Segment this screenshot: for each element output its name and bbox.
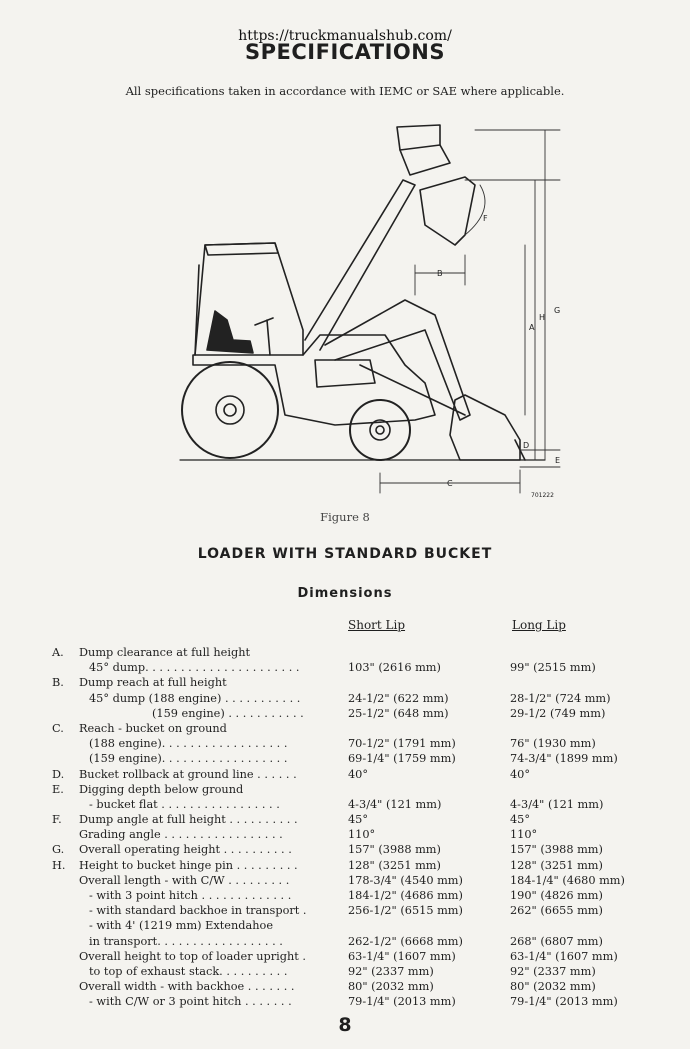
spec-label: Grading angle . . . . . . . . . . . . . . . . .: [79, 828, 283, 842]
spec-short-lip: 110°: [348, 828, 376, 842]
dim-label-e: E: [555, 456, 561, 465]
dim-label-f: F: [483, 214, 488, 223]
spec-letter: B.: [52, 676, 64, 690]
spec-label: Dump reach at full height: [79, 676, 227, 690]
spec-letter: E.: [52, 782, 64, 796]
part-number: 701222: [531, 492, 554, 499]
dim-label-a: A: [529, 323, 535, 332]
spec-label: - with standard backhoe in transport .: [89, 904, 307, 918]
spec-letter: H.: [52, 858, 66, 872]
spec-row: [0, 797, 690, 812]
spec-long-lip: 4-3/4" (121 mm): [510, 797, 604, 811]
rear-wheel: [182, 362, 278, 458]
operator-seat: [207, 311, 253, 353]
spec-short-lip: 92" (2337 mm): [348, 964, 434, 978]
spec-short-lip: 128" (3251 mm): [348, 858, 441, 872]
spec-label: Dump angle at full height . . . . . . . . . .: [79, 813, 298, 827]
spec-label: - with C/W or 3 point hitch . . . . . . .: [89, 995, 292, 1009]
spec-short-lip: 256-1/2" (6515 mm): [348, 904, 463, 918]
figure-caption: Figure 8: [320, 510, 370, 524]
dim-label-g: G: [554, 306, 561, 315]
spec-table: [0, 645, 690, 1010]
spec-row: [0, 827, 690, 842]
spec-short-lip: 40°: [348, 767, 369, 781]
spec-long-lip: 40°: [510, 767, 531, 781]
spec-row: [0, 964, 690, 979]
spec-row: [0, 645, 690, 660]
spec-row: [0, 767, 690, 782]
column-header-long-lip: Long Lip: [512, 618, 566, 632]
spec-short-lip: 45°: [348, 813, 369, 827]
spec-short-lip: 178-3/4" (4540 mm): [348, 873, 463, 887]
column-header-short-lip: Short Lip: [348, 618, 406, 632]
spec-row: [0, 721, 690, 736]
spec-row: [0, 812, 690, 827]
spec-row: [0, 675, 690, 690]
spec-letter: D.: [52, 767, 65, 781]
spec-long-lip: 268" (6807 mm): [510, 934, 603, 948]
spec-label: to top of exhaust stack. . . . . . . . . .: [89, 964, 288, 978]
dim-label-h: H: [539, 313, 546, 322]
spec-row: [0, 706, 690, 721]
spec-label: Reach - bucket on ground: [79, 721, 227, 735]
dim-label-b: B: [437, 269, 443, 278]
spec-label: Bucket rollback at ground line . . . . . .: [79, 767, 297, 781]
spec-row: [0, 979, 690, 994]
spec-short-lip: 69-1/4" (1759 mm): [348, 752, 456, 766]
spec-row: [0, 873, 690, 888]
spec-long-lip: 92" (2337 mm): [510, 964, 596, 978]
spec-short-lip: 70-1/2" (1791 mm): [348, 737, 456, 751]
spec-label: 45° dump (188 engine) . . . . . . . . . . .: [89, 691, 301, 705]
spec-label: Overall width - with backhoe . . . . . . .: [79, 980, 295, 994]
spec-label: (159 engine). . . . . . . . . . . . . . . . . .: [89, 752, 288, 766]
spec-label: Overall height to top of loader upright .: [79, 949, 306, 963]
page-number: 8: [338, 1014, 352, 1036]
spec-label: in transport. . . . . . . . . . . . . . . . . .: [89, 934, 283, 948]
spec-long-lip: 63-1/4" (1607 mm): [510, 949, 618, 963]
spec-long-lip: 262" (6655 mm): [510, 904, 603, 918]
spec-row: [0, 691, 690, 706]
dimensions-heading: Dimensions: [297, 586, 393, 601]
spec-label: Overall length - with C/W . . . . . . . . .: [79, 873, 290, 887]
spec-long-lip: 29-1/2 (749 mm): [510, 706, 606, 720]
spec-short-lip: 79-1/4" (2013 mm): [348, 995, 456, 1009]
spec-label: Overall operating height . . . . . . . . . .: [79, 843, 292, 857]
spec-label: - bucket flat . . . . . . . . . . . . . . . . .: [89, 797, 280, 811]
spec-label: - with 3 point hitch . . . . . . . . . . . . .: [89, 889, 292, 902]
dim-label-d: D: [523, 441, 530, 450]
spec-row: [0, 934, 690, 949]
spec-letter: F.: [52, 813, 62, 827]
spec-label: (159 engine) . . . . . . . . . . .: [152, 706, 304, 720]
spec-label: Height to bucket hinge pin . . . . . . . . .: [79, 858, 298, 872]
spec-short-lip: 262-1/2" (6668 mm): [348, 934, 463, 948]
spec-long-lip: 45°: [510, 813, 531, 827]
page-title: SPECIFICATIONS: [245, 40, 445, 64]
spec-short-lip: 24-1/2" (622 mm): [348, 691, 449, 705]
spec-short-lip: 63-1/4" (1607 mm): [348, 949, 456, 963]
spec-row: [0, 918, 690, 933]
spec-row: [0, 903, 690, 918]
spec-short-lip: 80" (2032 mm): [348, 980, 434, 994]
spec-letter: G.: [52, 843, 65, 857]
spec-short-lip: 25-1/2" (648 mm): [348, 706, 449, 720]
spec-row: [0, 858, 690, 873]
spec-short-lip: 4-3/4" (121 mm): [348, 797, 442, 811]
section-title: LOADER WITH STANDARD BUCKET: [197, 546, 493, 562]
ground-bucket: [450, 395, 520, 460]
raised-bucket: [400, 145, 450, 175]
spec-label: Dump clearance at full height: [79, 646, 251, 659]
spec-letter: A.: [52, 646, 64, 659]
spec-label: Digging depth below ground: [79, 782, 244, 796]
spec-long-lip: 80" (2032 mm): [510, 980, 596, 994]
spec-row: [0, 949, 690, 964]
loader-illustration: [175, 115, 575, 505]
spec-long-lip: 76" (1930 mm): [510, 737, 596, 751]
spec-row: [0, 751, 690, 766]
source-url[interactable]: https://truckmanualshub.com/: [238, 28, 452, 44]
spec-row: [0, 888, 690, 903]
spec-short-lip: 157" (3988 mm): [348, 843, 441, 857]
spec-long-lip: 28-1/2" (724 mm): [510, 691, 611, 705]
spec-label: (188 engine). . . . . . . . . . . . . . . . . .: [89, 737, 288, 751]
spec-long-lip: 157" (3988 mm): [510, 843, 603, 857]
spec-short-lip: 184-1/2" (4686 mm): [348, 889, 463, 902]
spec-long-lip: 190" (4826 mm): [510, 889, 603, 902]
spec-long-lip: 110°: [510, 828, 538, 842]
page-subtitle: All specifications taken in accordance with IEMC or SAE where applicable.: [125, 84, 565, 98]
spec-row: [0, 736, 690, 751]
spec-long-lip: 79-1/4" (2013 mm): [510, 995, 618, 1009]
spec-row: [0, 782, 690, 797]
spec-letter: C.: [52, 721, 64, 735]
spec-label: 45° dump. . . . . . . . . . . . . . . . . . . . . .: [89, 661, 300, 675]
front-wheel: [350, 400, 410, 460]
spec-long-lip: 74-3/4" (1899 mm): [510, 752, 618, 766]
spec-row: [0, 842, 690, 857]
spec-label: - with 4' (1219 mm) Extendahoe: [89, 919, 273, 933]
dim-label-c: C: [447, 479, 453, 488]
spec-row: [0, 660, 690, 675]
spec-long-lip: 184-1/4" (4680 mm): [510, 873, 625, 887]
spec-long-lip: 128" (3251 mm): [510, 858, 603, 872]
spec-row: [0, 994, 690, 1009]
spec-short-lip: 103" (2616 mm): [348, 661, 441, 675]
spec-long-lip: 99" (2515 mm): [510, 661, 596, 675]
dump-bucket: [420, 177, 475, 245]
